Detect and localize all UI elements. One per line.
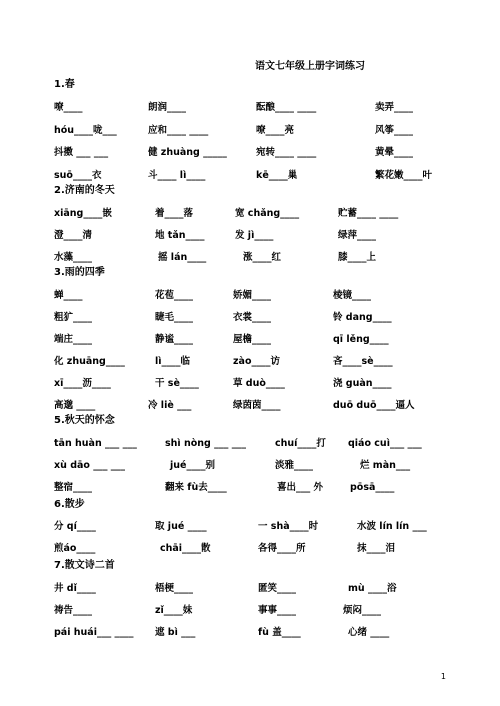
page-number: 1	[440, 672, 446, 681]
vocab-item: suō____衣	[54, 170, 102, 181]
vocab-item: 宽 chǎng____	[235, 208, 300, 219]
vocab-item: 水波 lín lín ___	[357, 521, 427, 532]
vocab-item: zǐ____妹	[155, 605, 193, 616]
vocab-item: 冷 liè ___	[148, 400, 192, 411]
vocab-item: 绿茵茵____	[233, 400, 281, 411]
vocab-item: 井 dǐ____	[54, 583, 96, 594]
vocab-item: 宛转____ ____	[256, 147, 317, 158]
vocab-item: 草 duò____	[233, 378, 285, 389]
vocab-item: 绿萍____	[338, 230, 377, 241]
vocab-item: 烦闷____	[343, 605, 382, 616]
vocab-item: 静谧____	[155, 334, 194, 345]
vocab-item: 抖擞 ___ ___	[54, 147, 109, 158]
vocab-item: 各得____所	[258, 543, 306, 554]
vocab-item: 嘹____	[54, 102, 83, 113]
vocab-item: 水藻____	[54, 252, 93, 263]
vocab-item: 取 jué ____	[155, 521, 207, 532]
vocab-item: 贮蓄____ ____	[338, 208, 399, 219]
vocab-item: fù 盖____	[258, 627, 301, 638]
section-heading: 3.雨的四季	[54, 267, 105, 278]
vocab-item: 娇媚____	[233, 290, 272, 301]
section-heading: 5.秋天的怀念	[54, 415, 115, 426]
vocab-item: 喜出___ 外	[277, 482, 324, 493]
vocab-item: tān huàn ___ ___	[54, 438, 137, 449]
vocab-item: qī lěng____	[333, 334, 389, 345]
vocab-item: 澄____清	[54, 230, 93, 241]
vocab-item: 铃 dang____	[333, 312, 392, 323]
vocab-item: pái huái___ ____	[54, 627, 134, 638]
vocab-item: 着____落	[155, 208, 194, 219]
vocab-item: 嘹____亮	[256, 125, 295, 136]
vocab-item: 遮 bì ___	[155, 627, 196, 638]
vocab-item: 淡雅____	[275, 460, 314, 471]
vocab-item: 衣裳____	[233, 312, 272, 323]
vocab-item: xī____沥____	[54, 378, 111, 389]
vocab-item: lì____临	[155, 356, 191, 367]
vocab-item: xù dāo ___ ___	[54, 460, 126, 471]
vocab-item: zào____访	[233, 356, 280, 367]
vocab-item: 分 qí____	[54, 521, 96, 532]
vocab-item: 酝酿____ ____	[256, 102, 317, 113]
vocab-item: 高邈 ____	[54, 400, 96, 411]
vocab-item: chāi____散	[160, 543, 211, 554]
vocab-item: 化 zhuāng____	[54, 356, 125, 367]
vocab-item: xiāng____嵌	[54, 208, 112, 219]
vocab-item: 屋檐____	[233, 334, 272, 345]
vocab-item: 事事____	[258, 605, 297, 616]
vocab-item: qiáo cuì___ ___	[348, 438, 422, 449]
vocab-item: 端庄____	[54, 334, 93, 345]
vocab-item: 应和____ ____	[148, 125, 209, 136]
vocab-item: 抹____泪	[357, 543, 396, 554]
vocab-item: jué____别	[170, 460, 215, 471]
vocab-item: pōsā____	[350, 482, 395, 493]
section-heading: 6.散步	[54, 499, 85, 510]
vocab-item: 心绪 ____	[348, 627, 390, 638]
section-heading: 1.春	[54, 79, 75, 90]
vocab-item: 蝉____	[54, 290, 83, 301]
vocab-item: 卖弄____	[375, 102, 414, 113]
vocab-item: 膝____上	[338, 252, 377, 263]
vocab-item: 黄晕____	[375, 147, 414, 158]
vocab-item: 吝____sè____	[333, 356, 393, 367]
vocab-item: 干 sè____	[155, 378, 199, 389]
vocab-item: 健 zhuàng _____	[148, 147, 227, 158]
vocab-item: 一 shà____时	[258, 521, 319, 532]
vocab-item: 祷告____	[54, 605, 93, 616]
vocab-item: 粗犷____	[54, 312, 93, 323]
section-heading: 7.散文诗二首	[54, 560, 115, 571]
vocab-item: 整宿____	[54, 482, 93, 493]
vocab-item: 棱镜____	[333, 290, 372, 301]
vocab-item: mù ____浴	[348, 583, 397, 594]
vocab-item: duō duō____逼人	[333, 400, 415, 411]
vocab-item: 摇 lán____	[158, 252, 207, 263]
vocab-item: 梧梗____	[155, 583, 194, 594]
vocab-item: 涨____红	[243, 252, 282, 263]
vocab-item: 匿笑____	[258, 583, 297, 594]
vocab-item: 繁花嫩____叶	[375, 170, 433, 181]
vocab-item: 发 jì____	[235, 230, 274, 241]
vocab-item: 斗____ lì____	[148, 170, 206, 181]
vocab-item: 煎áo____	[54, 543, 96, 554]
vocab-item: 花苞____	[155, 290, 194, 301]
section-heading: 2.济南的冬天	[54, 185, 115, 196]
vocab-item: 浇 guàn____	[333, 378, 392, 389]
page-title: 语文七年级上册字词练习	[255, 61, 365, 72]
vocab-item: 睫毛____	[155, 312, 194, 323]
vocab-item: 朗润____	[148, 102, 187, 113]
vocab-item: 地 tǎn____	[155, 230, 205, 241]
vocab-item: shì nòng ___ ___	[165, 438, 246, 449]
vocab-item: kē____巢	[256, 170, 298, 181]
vocab-item: 烂 màn___	[360, 460, 411, 471]
vocab-item: 翻来 fù去____	[165, 482, 227, 493]
vocab-item: hóu____咙___	[54, 125, 117, 136]
vocab-item: chuí____打	[275, 438, 326, 449]
vocab-item: 风筝____	[375, 125, 414, 136]
